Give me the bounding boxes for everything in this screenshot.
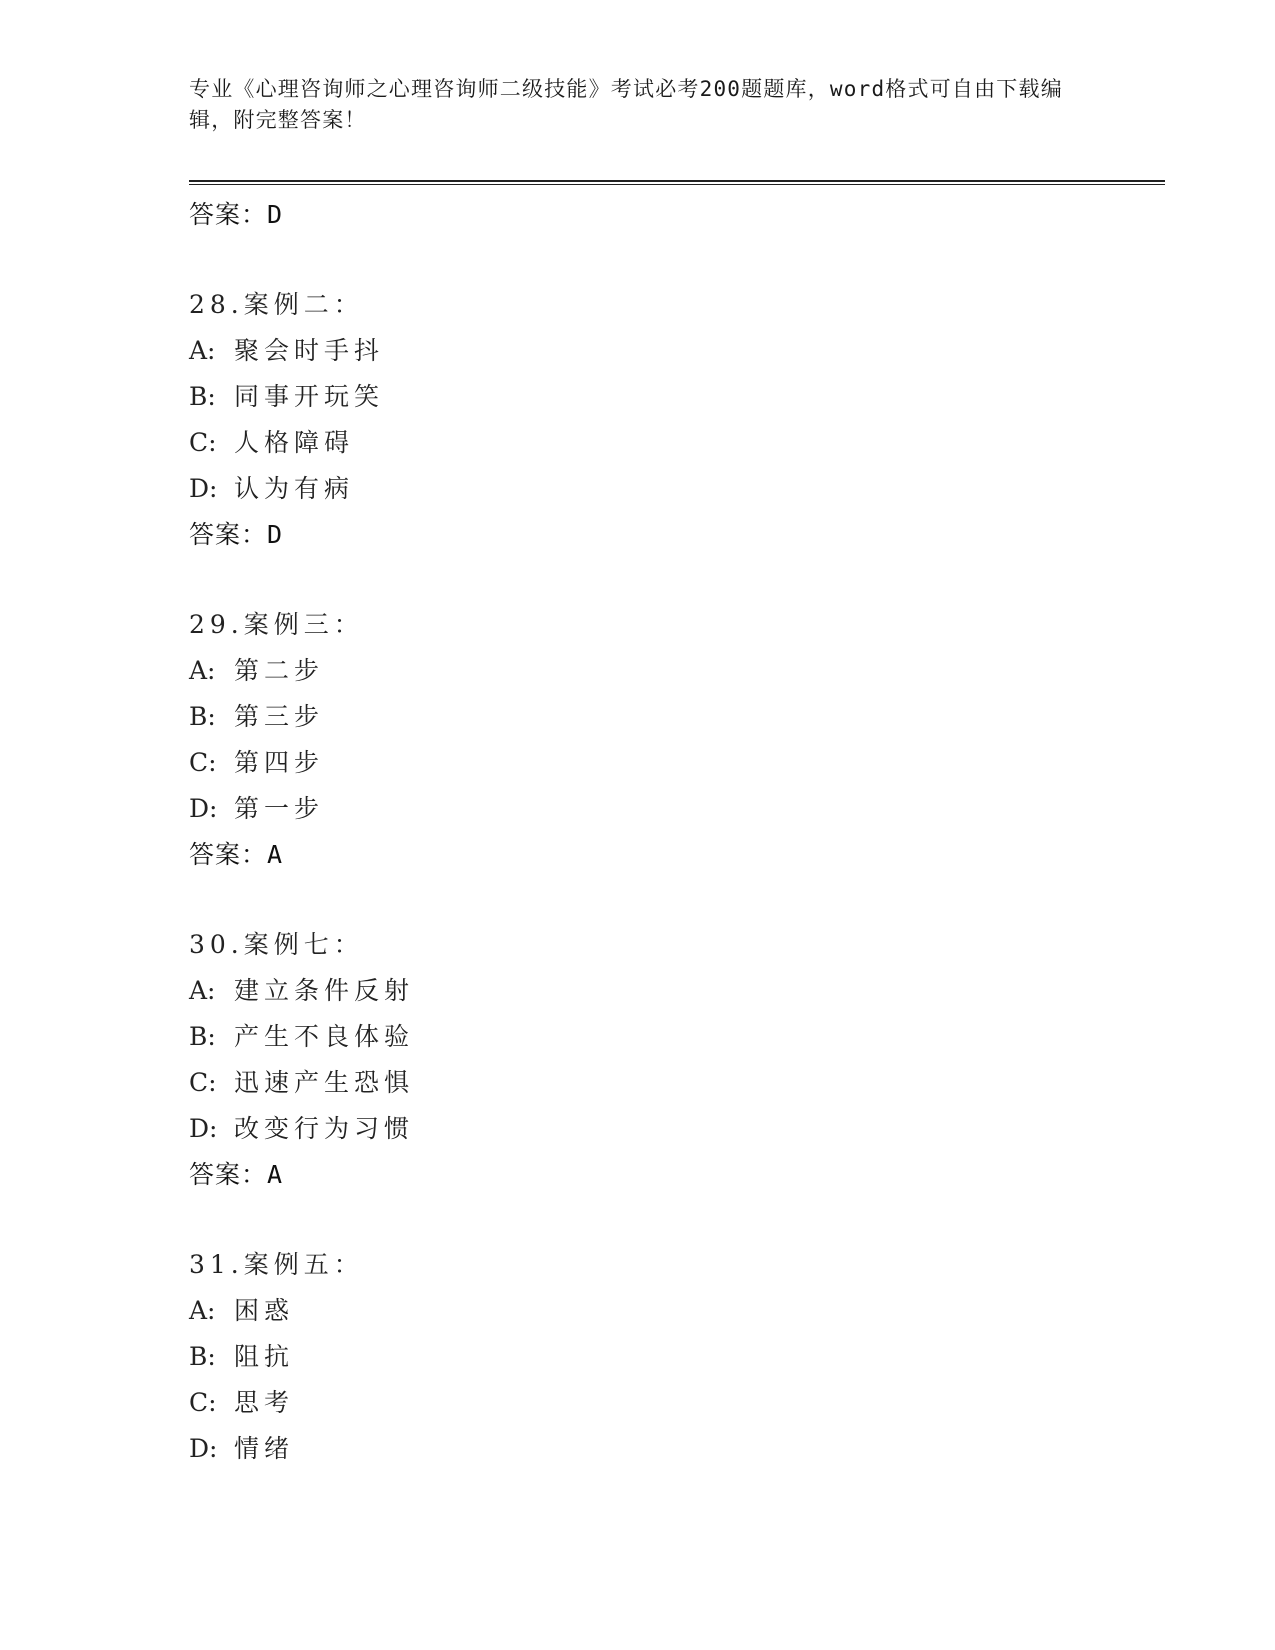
question-block (189, 282, 1089, 558)
option-text: 人格障碍 (234, 428, 355, 457)
option-a (189, 648, 1089, 694)
question-title: 28.案例二： (189, 290, 364, 319)
question-title: 29.案例三： (189, 610, 364, 639)
option-b (189, 1014, 1089, 1060)
option-key: A: (189, 656, 216, 685)
answer-line: 答案：A (189, 1160, 284, 1189)
option-d (189, 1106, 1089, 1152)
option-text: 同事开玩笑 (234, 382, 385, 411)
option-d (189, 786, 1089, 832)
header-divider (189, 180, 1165, 185)
option-key: C: (189, 428, 217, 457)
option-text: 第四步 (234, 748, 325, 777)
answer-line: 答案：D (189, 200, 284, 229)
option-text: 第二步 (234, 656, 325, 685)
option-a (189, 968, 1089, 1014)
option-text: 困惑 (234, 1296, 295, 1325)
option-text: 建立条件反射 (234, 976, 415, 1005)
option-c (189, 1060, 1089, 1106)
option-key: D: (189, 1434, 218, 1463)
option-key: A: (189, 976, 216, 1005)
option-b (189, 374, 1089, 420)
option-c (189, 740, 1089, 786)
option-a (189, 1288, 1089, 1334)
option-key: B: (189, 382, 216, 411)
question-title: 31.案例五： (189, 1250, 364, 1279)
option-key: B: (189, 702, 216, 731)
option-a (189, 328, 1089, 374)
option-text: 改变行为习惯 (234, 1114, 415, 1143)
option-b (189, 694, 1089, 740)
option-c (189, 420, 1089, 466)
option-key: D: (189, 794, 218, 823)
option-key: B: (189, 1022, 216, 1051)
option-b (189, 1334, 1089, 1380)
option-text: 聚会时手抖 (234, 336, 385, 365)
option-text: 产生不良体验 (234, 1022, 415, 1051)
question-block (189, 602, 1089, 878)
option-d (189, 1426, 1089, 1472)
question-block (189, 1242, 1089, 1472)
option-key: C: (189, 748, 217, 777)
option-text: 迅速产生恐惧 (234, 1068, 415, 1097)
document-body (189, 192, 1089, 1472)
option-key: B: (189, 1342, 216, 1371)
option-text: 第一步 (234, 794, 325, 823)
option-key: A: (189, 1296, 216, 1325)
option-text: 认为有病 (234, 474, 355, 503)
option-d (189, 466, 1089, 512)
option-key: C: (189, 1388, 217, 1417)
question-title: 30.案例七： (189, 930, 364, 959)
option-text: 阻抗 (234, 1342, 295, 1371)
option-key: D: (189, 474, 218, 503)
option-key: C: (189, 1068, 217, 1097)
option-text: 思考 (234, 1388, 295, 1417)
option-c (189, 1380, 1089, 1426)
option-key: A: (189, 336, 216, 365)
question-block (189, 922, 1089, 1198)
option-key: D: (189, 1114, 218, 1143)
document-header: 专业《心理咨询师之心理咨询师二级技能》考试必考200题题库，word格式可自由下载编辑，附完整答案！ (189, 77, 1063, 132)
option-text: 情绪 (234, 1434, 295, 1463)
option-text: 第三步 (234, 702, 325, 731)
answer-line: 答案：A (189, 840, 284, 869)
answer-line: 答案：D (189, 520, 284, 549)
